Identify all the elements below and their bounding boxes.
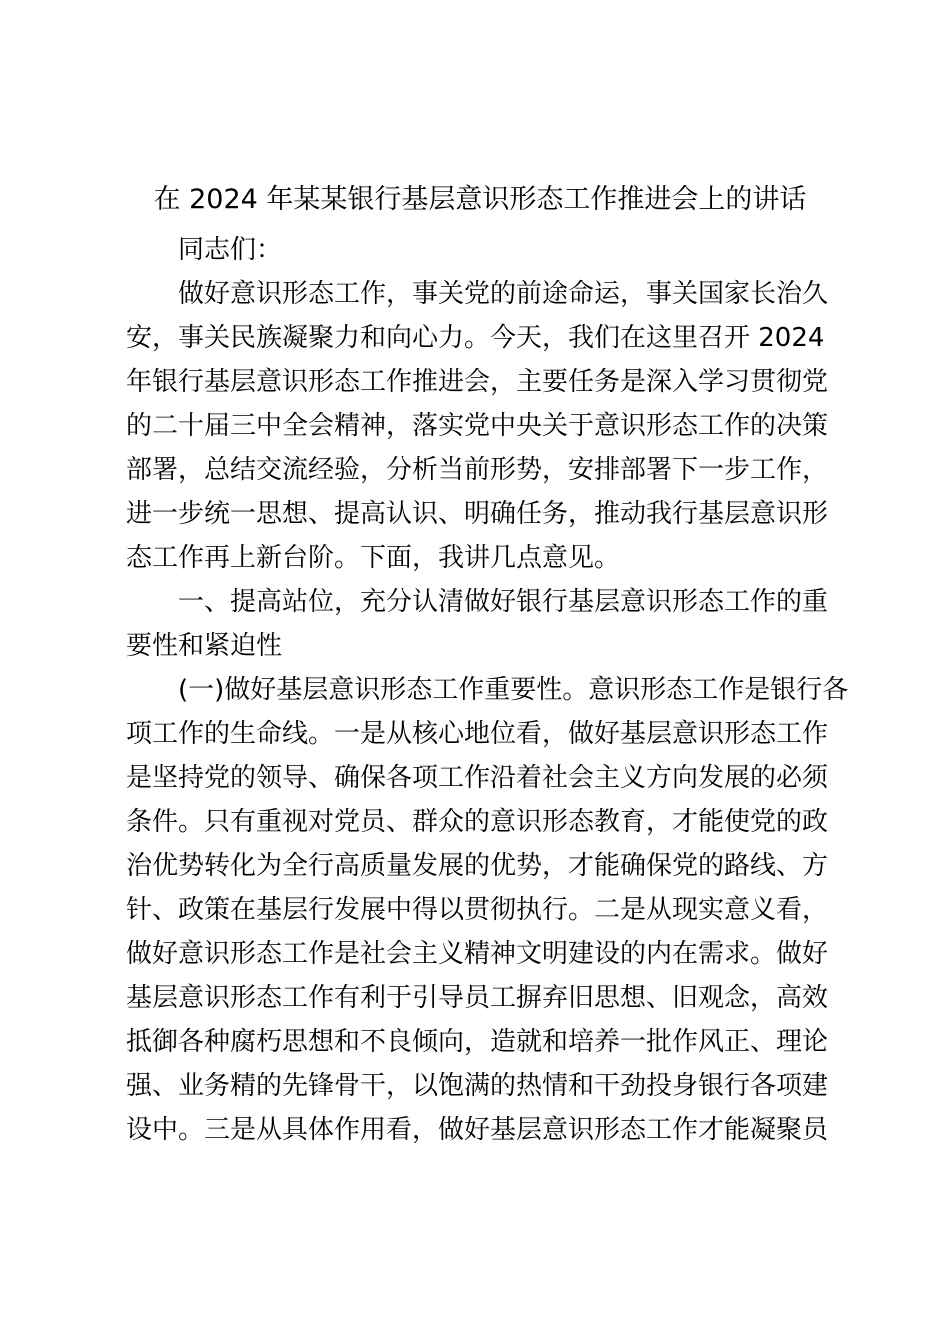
heading-line: 要性和紧迫性 — [126, 631, 283, 661]
paragraph-line: 年银行基层意识形态工作推进会，主要任务是深入学习贯彻党 — [126, 367, 829, 397]
paragraph-line: 项工作的生命线。一是从核心地位看，做好基层意识形态工作 — [126, 719, 829, 749]
paragraph-line: 态工作再上新台阶。下面，我讲几点意见。 — [126, 543, 621, 573]
paragraph-line: 部署，总结交流经验，分析当前形势，安排部署下一步工作， — [126, 455, 829, 485]
paragraph-line: 抵御各种腐朽思想和不良倾向，造就和培养一批作风正、理论 — [126, 1027, 829, 1057]
paragraph-line: 针、政策在基层行发展中得以贯彻执行。二是从现实意义看， — [126, 895, 829, 925]
paragraph-line: 设中。三是从具体作用看，做好基层意识形态工作才能凝聚员 — [126, 1115, 829, 1145]
paragraph-line: 强、业务精的先锋骨干，以饱满的热情和干劲投身银行各项建 — [126, 1071, 829, 1101]
paragraph-line: 做好意识形态工作是社会主义精神文明建设的内在需求。做好 — [126, 939, 829, 969]
paragraph-line: 做好意识形态工作，事关党的前途命运，事关国家长治久 — [178, 279, 829, 309]
paragraph-line: 治优势转化为全行高质量发展的优势，才能确保党的路线、方 — [126, 851, 829, 881]
heading-line: 一、提高站位，充分认清做好银行基层意识形态工作的重 — [178, 587, 829, 617]
paragraph-line: 基层意识形态工作有利于引导员工摒弃旧思想、旧观念，高效 — [126, 983, 829, 1013]
paragraph-line: (一)做好基层意识形态工作重要性。意识形态工作是银行各 — [178, 675, 849, 705]
salutation: 同志们： — [178, 235, 283, 265]
paragraph-line: 是坚持党的领导、确保各项工作沿着社会主义方向发展的必须 — [126, 763, 829, 793]
paragraph-line: 安，事关民族凝聚力和向心力。今天，我们在这里召开 2024 — [126, 323, 825, 353]
document-title: 在 2024 年某某银行基层意识形态工作推进会上的讲话 — [153, 184, 807, 215]
paragraph-line: 条件。只有重视对党员、群众的意识形态教育，才能使党的政 — [126, 807, 829, 837]
paragraph-line: 进一步统一思想、提高认识、明确任务，推动我行基层意识形 — [126, 499, 829, 529]
paragraph-line: 的二十届三中全会精神，落实党中央关于意识形态工作的决策 — [126, 411, 829, 441]
